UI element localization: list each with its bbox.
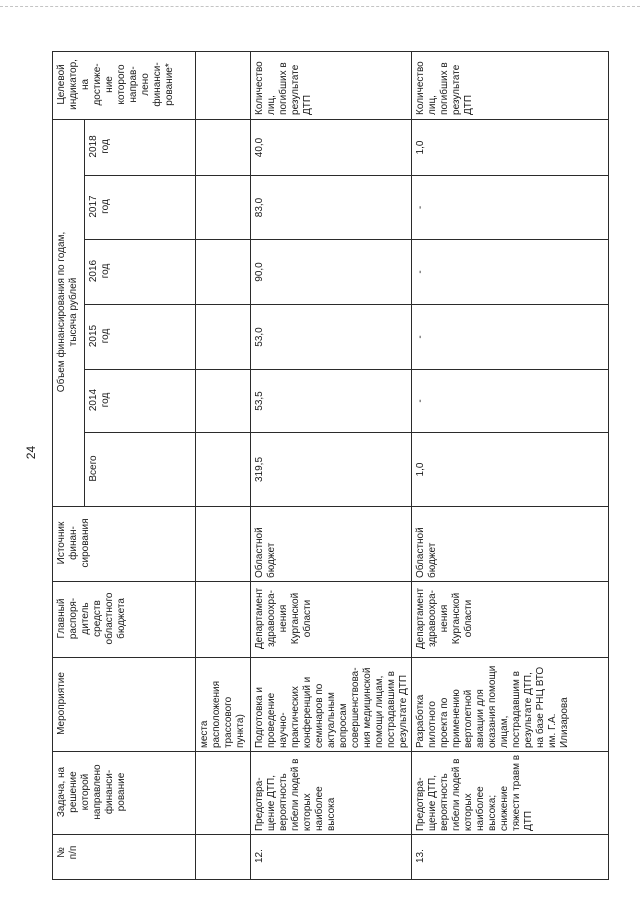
header-year-2015: 2015 год: [85, 305, 196, 370]
row-number-cell: 12.: [251, 835, 412, 880]
funding-table: [52, 51, 609, 880]
header-total: Всего: [85, 433, 196, 507]
indicator-cell: Количество лиц, погибших в результате ДТП: [251, 51, 412, 119]
year-2015-cell: [196, 305, 251, 370]
header-year-2014: 2014 год: [85, 370, 196, 433]
header-activity: Мероприятие: [53, 658, 196, 752]
table-body: [196, 51, 609, 879]
table-row-continuation: [196, 51, 251, 879]
year-2017-cell: -: [412, 176, 609, 240]
year-2014-cell: -: [412, 370, 609, 433]
year-2016-cell: 90,0: [251, 240, 412, 305]
source-cell: [196, 507, 251, 582]
manager-cell: Департамент здравоохра- нения Курганской области: [412, 582, 609, 658]
activity-cell: Подготовка и проведение научно- практических конференций и семинаров по актуальным вопросам совершенствова- ния медицинской помощи лицам, пострадавшим в результате ДТП: [251, 658, 412, 752]
task-cell: [196, 752, 251, 835]
task-cell: Предотвра- щение ДТП, вероятность гибели людей в которых наиболее высока; снижение тяжести травм в ДТП: [412, 752, 609, 835]
table-row: [251, 51, 412, 879]
row-number-cell: [196, 835, 251, 880]
header-year-2018: 2018 год: [85, 119, 196, 175]
activity-cell: Разработка пилотного проекта по применению вертолетной авиации для оказания помощи лицам, пострадавшим в результате ДТП, на базе РНЦ ВТО им. Г.А. Илизарова: [412, 658, 609, 752]
header-year-2017: 2017 год: [85, 176, 196, 240]
source-cell: Областной бюджет: [251, 507, 412, 582]
total-cell: 319,5: [251, 433, 412, 507]
row-number-cell: 13.: [412, 835, 609, 880]
year-2016-cell: -: [412, 240, 609, 305]
manager-cell: [196, 582, 251, 658]
year-2017-cell: [196, 176, 251, 240]
indicator-cell: [196, 51, 251, 119]
source-cell: Областной бюджет: [412, 507, 609, 582]
header-funding-group: Объем финансирования по годам, тысяча рублей: [53, 119, 85, 506]
total-cell: [196, 433, 251, 507]
total-cell: 1,0: [412, 433, 609, 507]
header-source: Источник финан- сирования: [53, 507, 196, 582]
header-number: № п/п: [53, 835, 196, 880]
year-2018-cell: [196, 119, 251, 175]
header-manager: Главный распоря- дитель средств областного бюджета: [53, 582, 196, 658]
table-header-row: [53, 51, 85, 879]
task-cell: Предотвра- щение ДТП, вероятность гибели людей в которых наиболее высока: [251, 752, 412, 835]
year-2014-cell: 53,5: [251, 370, 412, 433]
header-indicator: Целевой индикатор, на достиже- ние которого направ- лено финанси- рование*: [53, 51, 196, 119]
page-number: 24: [24, 445, 38, 460]
year-2016-cell: [196, 240, 251, 305]
year-2014-cell: [196, 370, 251, 433]
table-header: [53, 51, 196, 879]
manager-cell: Департамент здравоохра- нения Курганской области: [251, 582, 412, 658]
year-2015-cell: 53,0: [251, 305, 412, 370]
header-task: Задача, на решение которой направлено финанси- рование: [53, 752, 196, 835]
year-2017-cell: 83,0: [251, 176, 412, 240]
year-2018-cell: 1,0: [412, 119, 609, 175]
activity-cell: места расположения трассового пункта): [196, 658, 251, 752]
indicator-cell: Количество лиц, погибших в результате ДТП: [412, 51, 609, 119]
header-year-2016: 2016 год: [85, 240, 196, 305]
table-row: [412, 51, 609, 879]
year-2015-cell: -: [412, 305, 609, 370]
year-2018-cell: 40,0: [251, 119, 412, 175]
